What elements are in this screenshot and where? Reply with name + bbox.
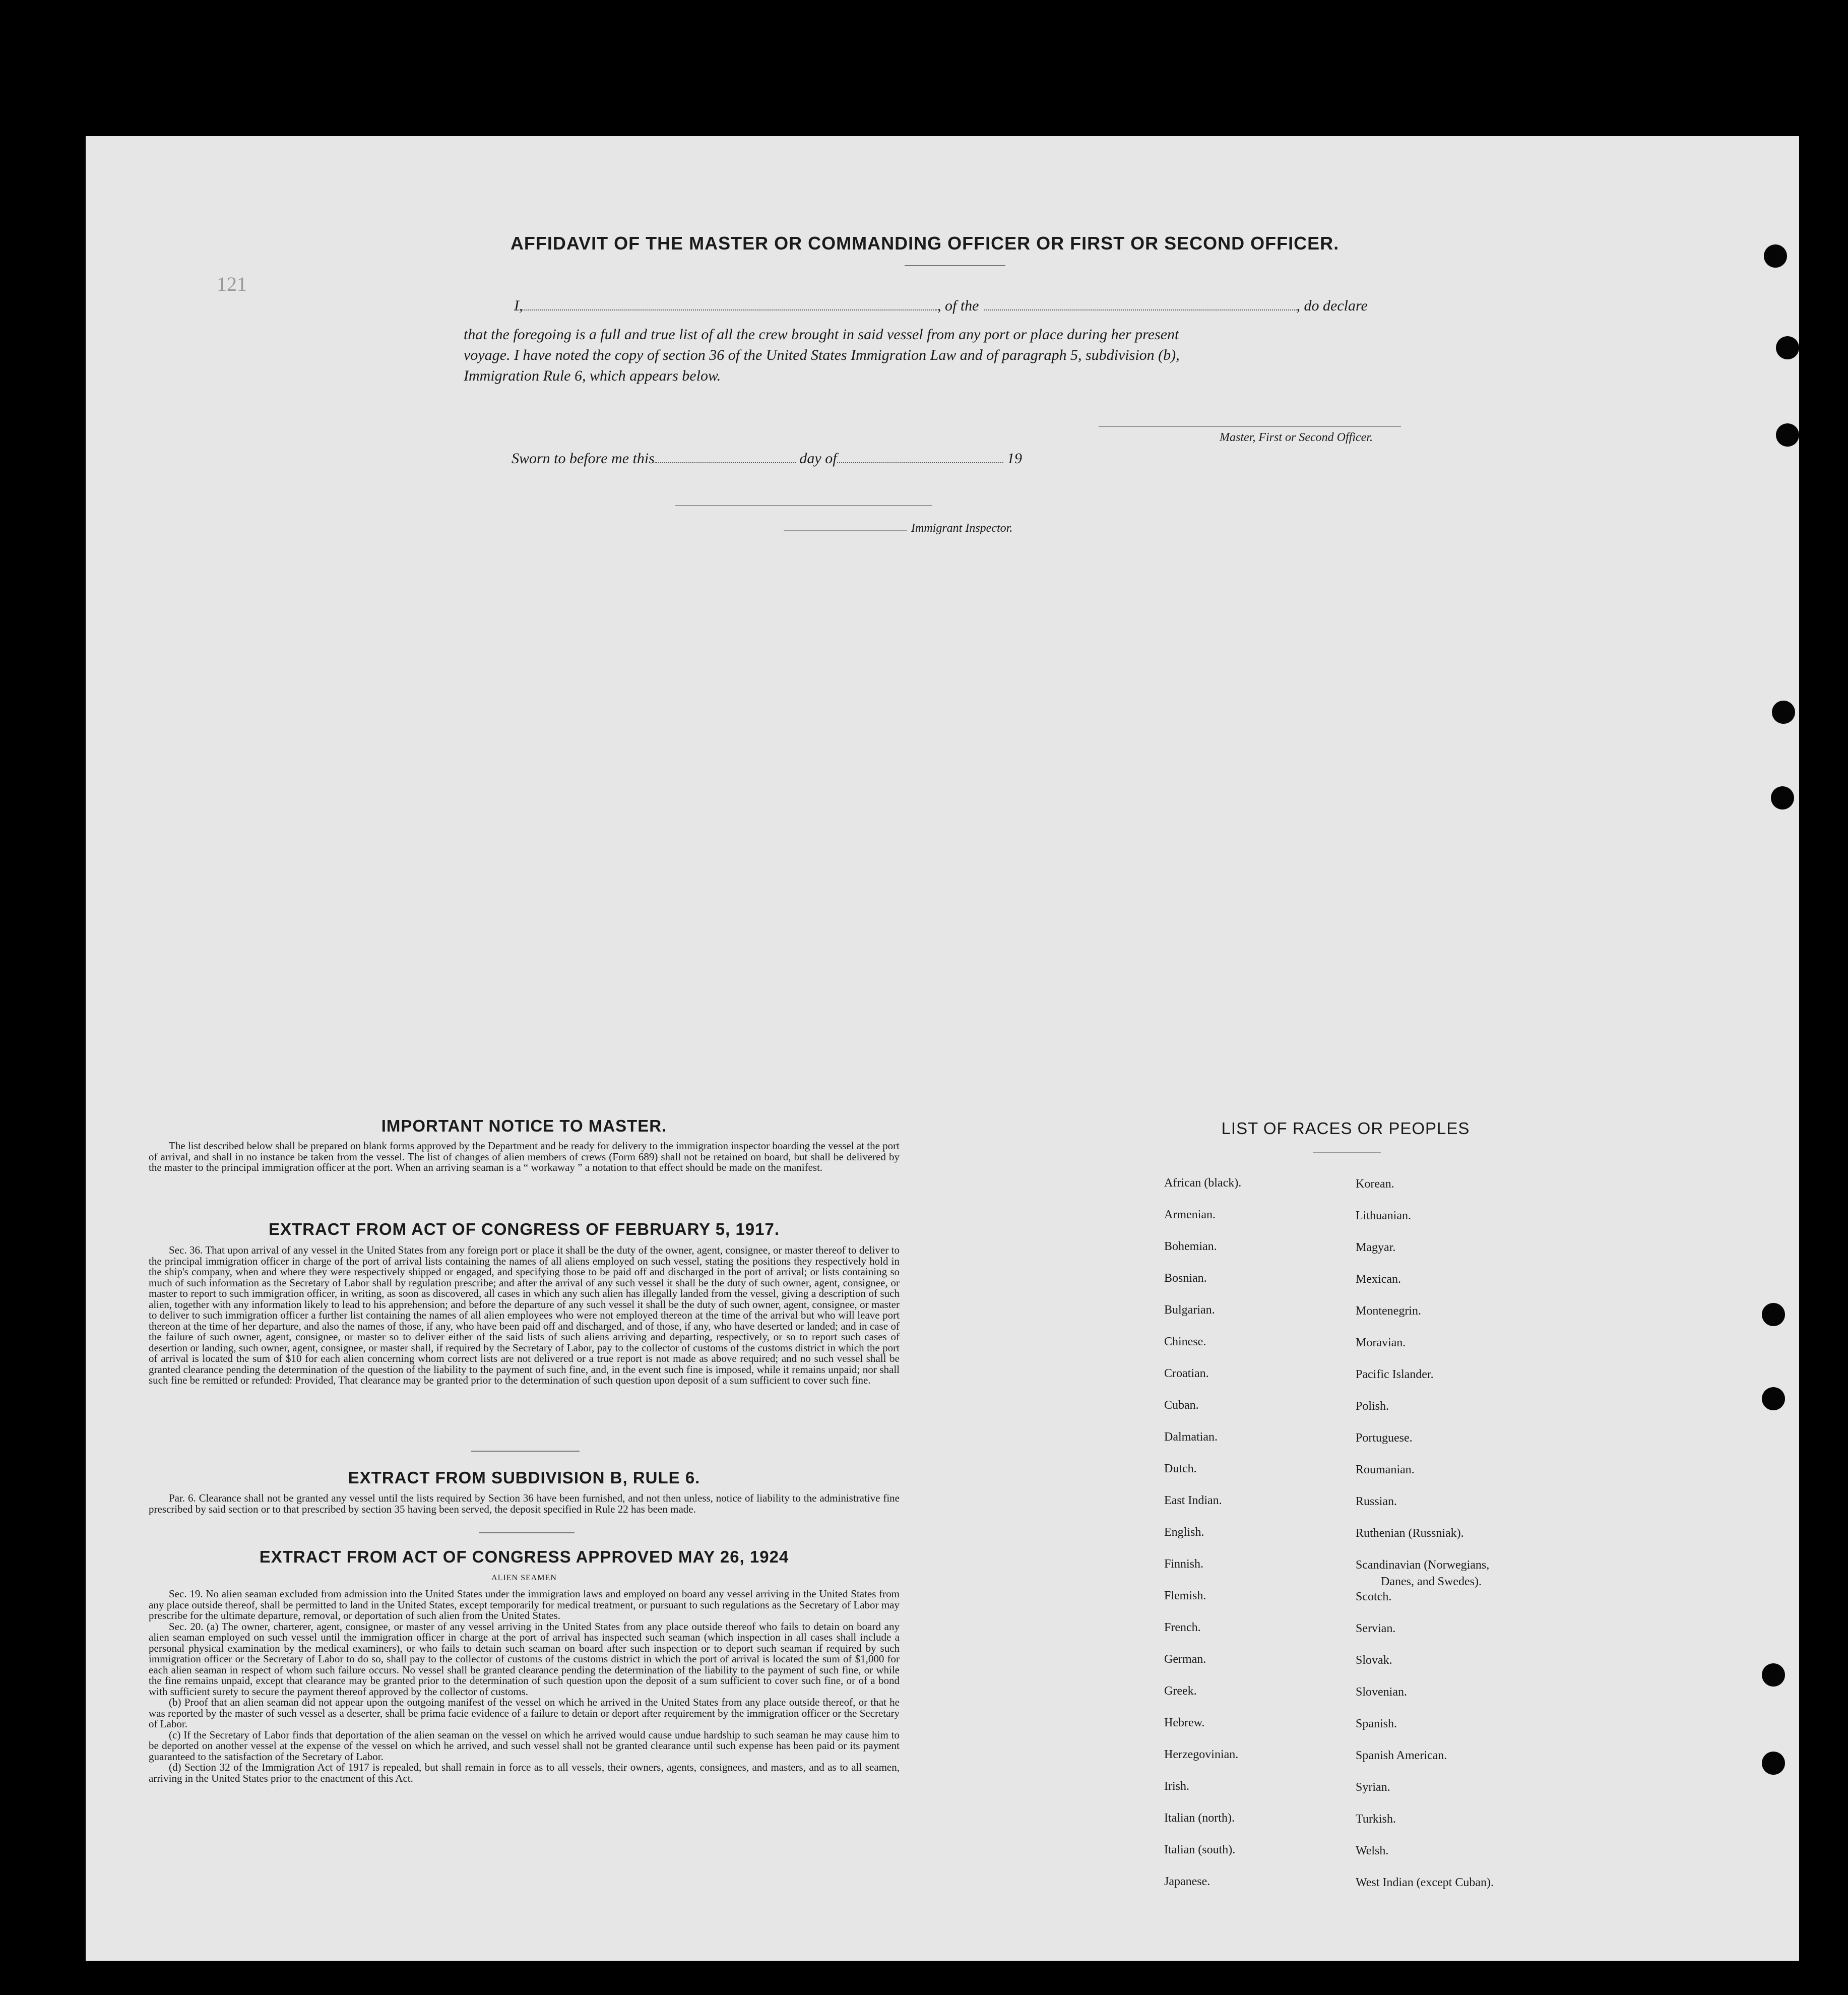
notice-paragraph: The list described below shall be prepared on blank forms approved by the Department and be ready for delivery to the immigration inspector boarding the vessel at the port of arrival, and shall in no instance be taken from the vessel. The list of changes of alien members of crews (Form 689) shall not be retained on board, but shall be delivered by the master to the principal immigration officer at the port. When an arriving seaman is a “ workaway ” a notation to that effect should be made on the manifest.: [149, 1140, 900, 1173]
sworn-label: Sworn to before me this: [512, 450, 655, 467]
race-item: African (black).: [1164, 1176, 1242, 1190]
extract-1924-text: [149, 1589, 900, 1784]
do-declare-label: , do declare: [1296, 297, 1368, 314]
extract-1917-text: [149, 1245, 900, 1386]
notice-section: [149, 1116, 900, 1173]
month-blank[interactable]: [837, 462, 1003, 463]
race-item: Hebrew.: [1164, 1716, 1205, 1729]
races-column-2: [1356, 1177, 1608, 1907]
races-title: LIST OF RACES OR PEOPLES: [1221, 1119, 1470, 1138]
binder-hole: [1762, 1663, 1785, 1687]
binder-hole: [1764, 244, 1787, 268]
inspector-caption: Immigrant Inspector.: [911, 522, 1013, 535]
race-item: East Indian.: [1164, 1494, 1222, 1507]
affidavit-text-line: Immigration Rule 6, which appears below.: [464, 367, 721, 384]
race-item: Spanish.: [1356, 1717, 1397, 1730]
vessel-name-blank[interactable]: [984, 309, 1297, 310]
race-item: Irish.: [1164, 1780, 1189, 1793]
paragraph-6: Par. 6. Clearance shall not be granted any vessel until the lists required by Section 36 have been furnished, and not then unless, notice of liability to the administrative fine prescribed by said section or to that prescribed by section 35 having been served, the deposit specified in Rule 22 has been made.: [149, 1492, 900, 1515]
race-item: Flemish.: [1164, 1589, 1206, 1602]
divider: [1313, 1152, 1381, 1153]
race-item: Polish.: [1356, 1400, 1389, 1413]
extract-1924-subtitle: ALIEN SEAMEN: [491, 1574, 557, 1582]
signature-caption: Master, First or Second Officer.: [1220, 431, 1373, 444]
race-item: Mexican.: [1356, 1273, 1401, 1286]
margin-mark: 121: [217, 273, 247, 295]
i-label: I,: [514, 297, 523, 314]
race-item: Croatian.: [1164, 1367, 1209, 1380]
master-name-blank[interactable]: [514, 309, 937, 310]
signature-line[interactable]: [1099, 426, 1401, 427]
race-item: Magyar.: [1356, 1241, 1396, 1254]
extract-rule6-text: [149, 1493, 900, 1515]
section-20a-paragraph: Sec. 20. (a) The owner, charterer, agent, consignee, or master of any vessel arriving in the United States from any place outside thereof who fails to detain on board any alien seaman employed on such vessel until the immigration officer in charge at the port of arrival has inspected such seaman (which inspection in all cases shall include a personal physical examination by the medical examiners), or who fails to detain such seaman on board after such inspection or to deport such seaman if required by such immigration officer or the Secretary of Labor to do so, shall pay to the collector of customs of the customs district in which the port of arrival is located the sum of $1,000 for each alien seaman in respect of whom such failure occurs. No vessel shall be granted clearance pending the determination of the liability to the payment of such fine, or while the fine remains unpaid, except that clearance may be granted prior to the determination of such question upon the deposit of a sum sufficient to cover such fine, or of a bond with sufficient surety to secure the payment thereof approved by the collector of customs.: [149, 1620, 900, 1698]
day-of-label: day of: [799, 450, 837, 467]
notice-text: [149, 1141, 900, 1173]
race-item: Servian.: [1356, 1622, 1396, 1635]
race-item: Cuban.: [1164, 1399, 1199, 1412]
race-item: Italian (north).: [1164, 1812, 1235, 1825]
divider: [471, 1451, 580, 1452]
race-item: Armenian.: [1164, 1208, 1216, 1221]
race-item: Portuguese.: [1356, 1431, 1413, 1445]
race-item: French.: [1164, 1621, 1201, 1634]
race-item: Roumanian.: [1356, 1463, 1415, 1476]
binder-hole: [1776, 336, 1799, 359]
binder-hole: [1776, 423, 1799, 447]
race-item: West Indian (except Cuban).: [1356, 1876, 1494, 1889]
race-item: Dalmatian.: [1164, 1430, 1218, 1444]
race-item: Syrian.: [1356, 1781, 1390, 1794]
race-item: Lithuanian.: [1356, 1209, 1411, 1222]
inspector-signature-line[interactable]: [675, 505, 932, 506]
affidavit-text-line: that the foregoing is a full and true list of all the crew brought in said vessel from any port or place during her present: [464, 326, 1179, 343]
section-20b-paragraph: (b) Proof that an alien seaman did not appear upon the outgoing manifest of the vessel on which he arrived in the United States from any place outside thereof, or that he was reported by the master of such vessel as a deserter, shall be prima facie evidence of a failure to detain or deport after requirement by the immigration officer or the Secretary of Labor.: [149, 1696, 900, 1730]
race-item: Scandinavian (Norwegians,: [1356, 1558, 1490, 1572]
race-item: Greek.: [1164, 1685, 1197, 1698]
race-item: Scotch.: [1356, 1590, 1392, 1603]
race-item: Finnish.: [1164, 1557, 1204, 1571]
of-the-label: , of the: [937, 297, 979, 314]
year-prefix: 19: [1007, 450, 1023, 467]
section-19-paragraph: Sec. 19. No alien seaman excluded from admission into the United States under the immigration laws and employed on board any vessel arriving in the United States from any place outside thereof, shall be permitted to land in the United States, except temporarily for medical treatment, or pursuant to such regulations as the Secretary of Labor may prescribe for the ultimate departure, removal, or deportation of such alien from the United States.: [149, 1588, 900, 1622]
section-20c-paragraph: (c) If the Secretary of Labor finds that deportation of the alien seaman on the vessel on which he arrived would cause undue hardship to such seaman he may cause him to be deported on another vessel at the expense of the vessel on which he arrived, and such vessel shall not be granted clearance until such expense has been paid or its payment guaranteed to the satisfaction of the Secretary of Labor.: [149, 1728, 900, 1763]
day-blank[interactable]: [655, 462, 796, 463]
section-20d-paragraph: (d) Section 32 of the Immigration Act of 1917 is repealed, but shall remain in force as to all vessels, their owners, agents, consignees, and masters, and as to all seamen, arriving in the United States prior to the enactment of this Act.: [149, 1761, 900, 1784]
binder-hole: [1772, 701, 1795, 724]
race-item: Herzegovinian.: [1164, 1748, 1239, 1761]
inspector-name-line[interactable]: [784, 530, 907, 531]
race-item: German.: [1164, 1653, 1206, 1666]
affidavit-text-line: voyage. I have noted the copy of section 36 of the United States Immigration Law and of paragraph 5, subdivision (b),: [464, 347, 1180, 363]
race-item: Bulgarian.: [1164, 1303, 1215, 1317]
race-item: Italian (south).: [1164, 1843, 1236, 1856]
race-item: Welsh.: [1356, 1844, 1389, 1857]
affidavit-title: AFFIDAVIT OF THE MASTER OR COMMANDING OFFICER OR FIRST OR SECOND OFFICER.: [510, 233, 1340, 254]
binder-hole: [1762, 1303, 1785, 1326]
race-item: Bohemian.: [1164, 1240, 1217, 1253]
binder-hole: [1771, 786, 1794, 809]
race-item: Slovak.: [1356, 1654, 1392, 1667]
section-36-paragraph: Sec. 36. That upon arrival of any vessel in the United States from any foreign port or place it shall be the duty of the owner, agent, consignee, or master thereof to deliver to the principal immigration officer in charge of the port of arrival lists containing the names of all aliens employed on such vessel, stating the positions they respectively hold in the ship's company, when and where they were respectively shipped or engaged, and specifying those to be paid off and discharged in the port of arrival; or lists containing so much of such information as the Secretary of Labor shall by regulation prescribe; and after the arrival of any such vessel it shall be the duty of such owner, agent, consignee, or master to report to such immigration officer, in writing, as soon as discovered, all cases in which any such alien has illegally landed from the vessel, giving a description of such alien, together with any information likely to lead to his apprehension; and before the departure of any such vessel it shall be the duty of such owner, agent, consignee, or master to deliver to such immigration officer a further list containing the names of all alien employees who were not employed thereon at the time of the arrival but who will leave port thereon at the time of her departure, and also the names of those, if any, who have been paid off and discharged, and of those, if any, who have deserted or landed; and in case of the failure of such owner, agent, consignee, or master so to deliver either of the said lists of such aliens arriving and departing, respectively, or so to report such cases of desertion or landing, such owner, agent, consignee, or master shall, if required by the Secretary of Labor, pay to the collector of customs of the customs district in which the port of arrival is located the sum of $10 for each alien concerning whom correct lists are not delivered or a true report is not made as above required; and no such vessel shall be granted clearance pending the determination of the question of the liability to the payment of such fine, and, in the event such fine is imposed, while it remains unpaid; nor shall such fine be remitted or refunded: Provided, That clearance may be granted prior to the determination of such question upon deposit of a sum sufficient to cover such fine.: [149, 1244, 900, 1386]
notice-title: IMPORTANT NOTICE TO MASTER.: [381, 1116, 667, 1135]
race-item: Chinese.: [1164, 1335, 1206, 1348]
binder-hole: [1762, 1752, 1785, 1775]
extract-1917-title: EXTRACT FROM ACT OF CONGRESS OF FEBRUARY 5, 1917.: [268, 1220, 780, 1238]
race-item: Dutch.: [1164, 1462, 1197, 1475]
sworn-line: [512, 450, 1022, 467]
affidavit-declaration-line: [464, 297, 1472, 315]
race-item: Moravian.: [1356, 1336, 1406, 1349]
divider: [905, 265, 1005, 266]
race-item: English.: [1164, 1526, 1204, 1539]
extract-rule6-title: EXTRACT FROM SUBDIVISION B, RULE 6.: [348, 1468, 700, 1487]
race-item: Ruthenian (Russniak).: [1356, 1527, 1464, 1540]
extract-1924-title: EXTRACT FROM ACT OF CONGRESS APPROVED MAY 26, 1924: [259, 1547, 789, 1566]
race-item: Montenegrin.: [1356, 1304, 1421, 1318]
race-item: Slovenian.: [1356, 1686, 1407, 1699]
race-item: Korean.: [1356, 1177, 1394, 1191]
divider: [479, 1532, 575, 1533]
race-item: Turkish.: [1356, 1813, 1396, 1826]
race-item: Russian.: [1356, 1495, 1397, 1508]
race-item: Pacific Islander.: [1356, 1368, 1434, 1381]
binder-hole: [1762, 1387, 1785, 1410]
race-item-continuation: Danes, and Swedes).: [1381, 1575, 1482, 1588]
race-item: Bosnian.: [1164, 1272, 1207, 1285]
race-item: Japanese.: [1164, 1875, 1210, 1888]
race-item: Spanish American.: [1356, 1749, 1447, 1762]
